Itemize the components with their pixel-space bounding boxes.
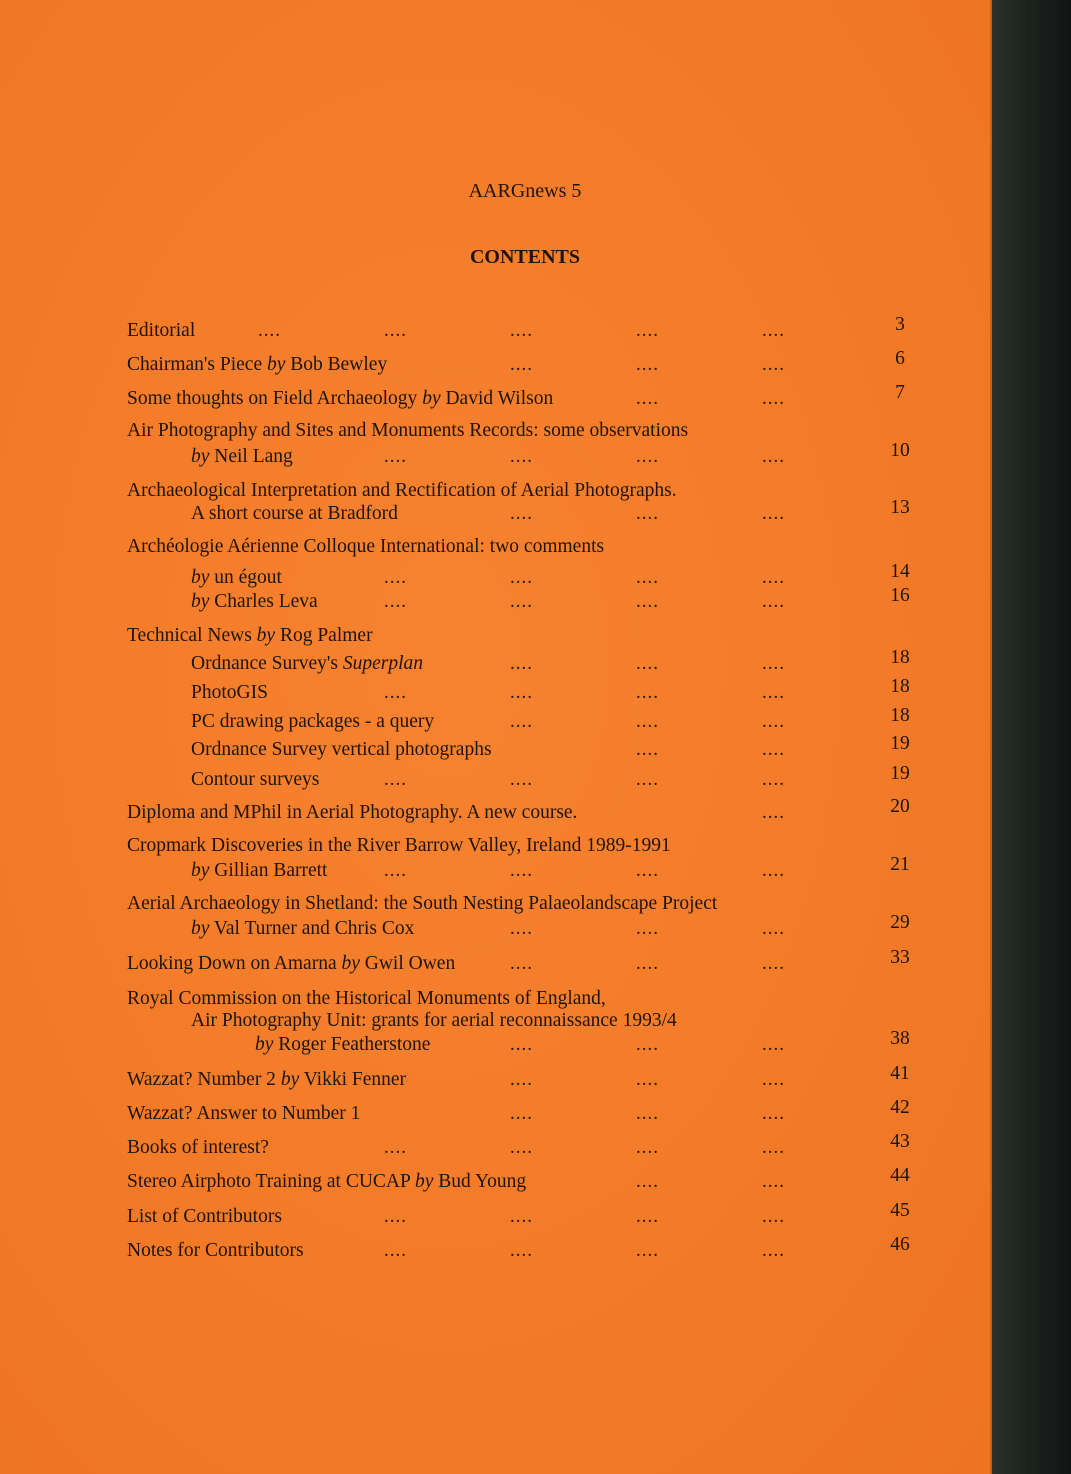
page-number: 10	[890, 440, 910, 461]
leader-dots: ....	[636, 860, 659, 881]
leader-dots: ....	[762, 1240, 785, 1261]
leader-dots: ....	[510, 1137, 533, 1158]
leader-dots: ....	[636, 354, 659, 375]
toc-entry	[127, 891, 717, 917]
page-number: 14	[890, 561, 910, 582]
entry-by: by	[415, 1171, 434, 1192]
entry-title: Aerial Archaeology in Shetland: the South Nesting Palaeolandscape Project	[127, 893, 718, 914]
entry-title: Ordnance Survey's	[191, 653, 343, 674]
leader-dots: ....	[384, 860, 407, 881]
entry-author: Vikki Fenner	[299, 1069, 407, 1090]
leader-dots: ....	[384, 320, 407, 341]
entry-by: by	[255, 1034, 274, 1055]
page-number: 3	[895, 314, 905, 335]
entry-title: Notes for Contributors	[127, 1240, 304, 1261]
page-number: 43	[890, 1131, 910, 1152]
leader-dots: ....	[636, 1240, 659, 1261]
toc-entry	[127, 1238, 304, 1264]
entry-title: A short course at Bradford	[191, 503, 398, 524]
leader-dots: ....	[636, 1206, 659, 1227]
leader-dots: ....	[762, 567, 785, 588]
entry-by: by	[422, 388, 441, 409]
leader-dots: ....	[510, 320, 533, 341]
leader-dots: ....	[762, 1069, 785, 1090]
entry-by: by	[191, 591, 210, 612]
leader-dots: ....	[384, 769, 407, 790]
toc-entry	[127, 1067, 406, 1093]
entry-title: Wazzat? Number 2	[127, 1069, 281, 1090]
entry-author: un égout	[209, 567, 282, 588]
leader-dots: ....	[762, 1137, 785, 1158]
toc-entry	[191, 680, 268, 706]
toc-entry	[127, 1169, 526, 1195]
entry-author: Rog Palmer	[275, 625, 373, 646]
page-number: 18	[890, 647, 910, 668]
leader-dots: ....	[510, 591, 533, 612]
toc-entry	[191, 858, 327, 884]
entry-author: Neil Lang	[209, 446, 293, 467]
leader-dots: ....	[762, 388, 785, 409]
toc-entry	[127, 623, 373, 649]
toc-entry	[191, 501, 398, 527]
entry-title: Chairman's Piece	[127, 354, 267, 375]
toc-entry	[127, 800, 577, 826]
leader-dots: ....	[636, 1103, 659, 1124]
entry-by: by	[191, 918, 210, 939]
leader-dots: ....	[762, 802, 785, 823]
entry-title-emphasis: Superplan	[342, 653, 424, 674]
entry-title: Ordnance Survey vertical photographs	[191, 739, 492, 760]
leader-dots: ....	[762, 1034, 785, 1055]
leader-dots: ....	[384, 567, 407, 588]
toc-entry	[191, 651, 423, 677]
entry-title: PC drawing packages - a query	[191, 711, 435, 732]
leader-dots: ....	[510, 354, 533, 375]
page-number: 21	[890, 854, 910, 875]
entry-title: Technical News	[127, 625, 257, 646]
entry-by: by	[191, 860, 210, 881]
page-number: 7	[895, 382, 905, 403]
leader-dots: ....	[636, 446, 659, 467]
page-number: 6	[895, 348, 905, 369]
entry-title: Archaeological Interpretation and Rectification of Aerial Photographs.	[127, 480, 677, 501]
leader-dots: ....	[762, 918, 785, 939]
toc-entry	[127, 352, 387, 378]
leader-dots: ....	[510, 1103, 533, 1124]
leader-dots: ....	[510, 1240, 533, 1261]
entry-author: Bud Young	[433, 1171, 527, 1192]
leader-dots: ....	[636, 503, 659, 524]
toc-entry	[127, 318, 195, 344]
entry-title: Wazzat? Answer to Number 1	[127, 1103, 361, 1124]
entry-author: Charles Leva	[209, 591, 318, 612]
entry-title: Looking Down on Amarna	[127, 953, 342, 974]
leader-dots: ....	[636, 918, 659, 939]
entry-title: Air Photography Unit: grants for aerial reconnaissance 1993/4	[191, 1010, 677, 1031]
leader-dots: ....	[510, 446, 533, 467]
page-number: 46	[890, 1234, 910, 1255]
toc-entry	[191, 737, 492, 763]
toc-entry	[127, 833, 671, 859]
leader-dots: ....	[510, 860, 533, 881]
page-number: 42	[890, 1097, 910, 1118]
toc-entry	[191, 565, 282, 591]
leader-dots: ....	[510, 1069, 533, 1090]
leader-dots: ....	[636, 1171, 659, 1192]
entry-author: Bob Bewley	[285, 354, 388, 375]
toc-entry	[127, 951, 455, 977]
leader-dots: ....	[384, 446, 407, 467]
toc-entry	[191, 916, 414, 942]
leader-dots: ....	[762, 682, 785, 703]
leader-dots: ....	[636, 388, 659, 409]
leader-dots: ....	[510, 953, 533, 974]
page-number: 18	[890, 705, 910, 726]
leader-dots: ....	[636, 567, 659, 588]
page-number: 16	[890, 585, 910, 606]
leader-dots: ....	[762, 739, 785, 760]
toc-entry	[127, 1135, 269, 1161]
leader-dots: ....	[762, 653, 785, 674]
leader-dots: ....	[636, 1069, 659, 1090]
entry-author: Gwil Owen	[359, 953, 456, 974]
entry-author: Roger Featherstone	[273, 1034, 431, 1055]
entry-title: Diploma and MPhil in Aerial Photography. A new course.	[127, 802, 578, 823]
leader-dots: ....	[258, 320, 281, 341]
entry-author: Gillian Barrett	[209, 860, 328, 881]
leader-dots: ....	[384, 1206, 407, 1227]
leader-dots: ....	[762, 769, 785, 790]
leader-dots: ....	[636, 1034, 659, 1055]
entry-title: List of Contributors	[127, 1206, 282, 1227]
entry-title: Stereo Airphoto Training at CUCAP	[127, 1171, 416, 1192]
leader-dots: ....	[510, 682, 533, 703]
leader-dots: ....	[636, 739, 659, 760]
page-number: 19	[890, 763, 910, 784]
page-number: 13	[890, 497, 910, 518]
entry-title: Cropmark Discoveries in the River Barrow Valley, Ireland 1989-1991	[127, 835, 671, 856]
entry-title: Royal Commission on the Historical Monuments of England,	[127, 988, 606, 1009]
toc-entry	[127, 418, 688, 444]
page-number: 41	[890, 1063, 910, 1084]
leader-dots: ....	[762, 446, 785, 467]
leader-dots: ....	[762, 711, 785, 732]
leader-dots: ....	[384, 1137, 407, 1158]
leader-dots: ....	[636, 769, 659, 790]
leader-dots: ....	[636, 711, 659, 732]
entry-title: Air Photography and Sites and Monuments Records: some observations	[127, 420, 689, 441]
leader-dots: ....	[384, 591, 407, 612]
toc-entry	[127, 1101, 360, 1127]
page-number: 20	[890, 796, 910, 817]
leader-dots: ....	[510, 653, 533, 674]
entry-by: by	[191, 567, 210, 588]
leader-dots: ....	[762, 1103, 785, 1124]
toc-entry	[191, 589, 318, 615]
toc-entry	[127, 1204, 282, 1230]
leader-dots: ....	[510, 711, 533, 732]
leader-dots: ....	[510, 769, 533, 790]
leader-dots: ....	[762, 320, 785, 341]
toc-entry	[191, 709, 434, 735]
leader-dots: ....	[636, 682, 659, 703]
publication-header: AARGnews 5	[468, 180, 582, 202]
entry-title: Books of interest?	[127, 1137, 269, 1158]
toc-entry	[191, 767, 319, 793]
leader-dots: ....	[762, 860, 785, 881]
binding-strip	[992, 0, 1071, 1474]
leader-dots: ....	[510, 567, 533, 588]
leader-dots: ....	[762, 1206, 785, 1227]
contents-title: CONTENTS	[469, 246, 581, 268]
entry-by: by	[256, 625, 276, 646]
toc-entry	[127, 534, 604, 560]
page-number: 44	[890, 1165, 910, 1186]
toc-entry	[191, 1008, 677, 1034]
leader-dots: ....	[636, 953, 659, 974]
leader-dots: ....	[762, 354, 785, 375]
leader-dots: ....	[636, 1137, 659, 1158]
page-number: 18	[890, 676, 910, 697]
leader-dots: ....	[636, 591, 659, 612]
toc-entry	[255, 1032, 430, 1058]
entry-by: by	[341, 953, 360, 974]
toc-entry	[191, 444, 293, 470]
entry-title: PhotoGIS	[191, 682, 268, 703]
page-number: 38	[890, 1028, 910, 1049]
leader-dots: ....	[762, 1171, 785, 1192]
leader-dots: ....	[762, 591, 785, 612]
leader-dots: ....	[510, 503, 533, 524]
page-number: 33	[890, 947, 910, 968]
entry-title: Editorial	[127, 320, 196, 341]
leader-dots: ....	[510, 1034, 533, 1055]
leader-dots: ....	[762, 953, 785, 974]
leader-dots: ....	[510, 918, 533, 939]
entry-author: Val Turner and Chris Cox	[209, 918, 415, 939]
page-number: 19	[890, 733, 910, 754]
leader-dots: ....	[636, 320, 659, 341]
entry-title: Archéologie Aérienne Colloque International: two comments	[127, 536, 605, 557]
entry-author: David Wilson	[440, 388, 554, 409]
leader-dots: ....	[384, 1240, 407, 1261]
entry-title: Contour surveys	[191, 769, 320, 790]
page-number: 45	[890, 1200, 910, 1221]
leader-dots: ....	[384, 682, 407, 703]
toc-entry	[127, 386, 553, 412]
entry-by: by	[280, 1069, 300, 1090]
leader-dots: ....	[510, 1206, 533, 1227]
entry-by: by	[266, 354, 286, 375]
leader-dots: ....	[762, 503, 785, 524]
page-number: 29	[890, 912, 910, 933]
entry-title: Some thoughts on Field Archaeology	[127, 388, 423, 409]
entry-by: by	[191, 446, 210, 467]
leader-dots: ....	[636, 653, 659, 674]
